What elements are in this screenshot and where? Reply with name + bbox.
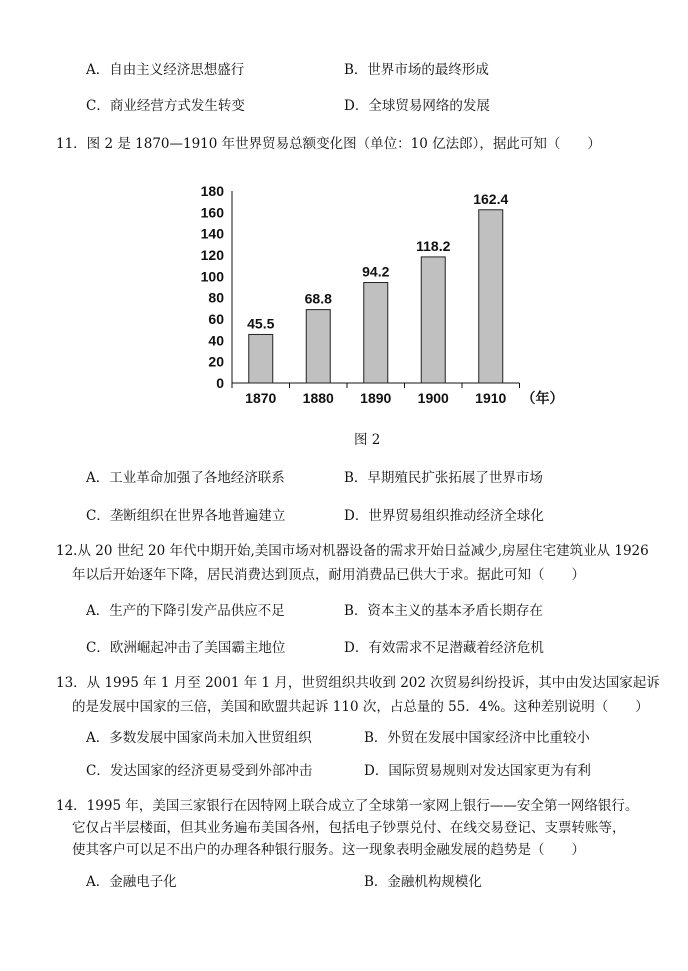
option-letter: A． [86,874,110,890]
y-tick-label: 80 [208,289,224,306]
bar-chart-svg [190,178,564,410]
option-letter: B． [344,603,368,619]
option-letter: D． [364,763,389,779]
q11-option-c [86,506,285,526]
option-text: 垄断组织在世界各地普遍建立 [109,508,286,524]
y-tick-label: 180 [200,183,224,199]
bar-1870 [249,334,273,383]
data-label-1890: 94.2 [362,263,390,280]
data-label-1900: 118.2 [416,237,451,254]
option-text: 多数发展中国家尚未加入世贸组织 [109,730,312,746]
data-label-1870: 45.5 [247,315,275,332]
option-text: 发达国家的经济更易受到外部冲击 [109,763,313,779]
option-letter: D． [344,640,369,656]
y-tick-label: 20 [208,353,224,370]
y-tick-label: 140 [200,225,224,242]
q11-stem: 11．图 2 是 1870—1910 年世界贸易总额变化图（单位：10 亿法郎），据此可知（ ） [56,136,601,152]
q12-option-b [344,601,543,621]
q12-stem-line-1: 12.从 20 世纪 20 年代中期开始,美国市场对机器设备的需求开始日益减少,房屋住宅建筑业从 1926 [56,543,649,559]
q13-option-c [86,761,312,781]
option-text: 世界市场的最终形成 [367,62,489,78]
option-text: 商业经营方式发生转变 [109,98,245,114]
trade-bar-chart [190,178,564,410]
q13-option-b [364,728,590,748]
y-tick-label: 100 [200,268,224,285]
q14-option-b [364,872,482,892]
data-label-1880: 68.8 [304,290,332,307]
q12-stem-line-2: 年以后开始逐年下降，居民消费达到顶点，耐用消费品已供大于求。据此可知（ ） [72,567,585,583]
option-letter: A． [86,603,110,619]
option-text: 欧洲崛起冲击了美国霸主地位 [109,640,286,656]
q12-option-d [344,638,544,658]
bar-1890 [364,283,388,383]
q14-option-a [86,872,177,892]
option-letter: B． [344,62,368,78]
y-tick-label: 160 [200,204,224,221]
q10-option-b [344,60,489,80]
q13-option-d [364,761,591,781]
x-unit-label: （年） [521,390,564,406]
q11-option-a [86,468,285,488]
q11-option-d [344,506,544,526]
q14-stem-line-2: 它仅占半层楼面，但其业务遍布美国各州，包括电子钞票兑付、在线交易登记、支票转账等， [72,820,626,836]
option-letter: B． [364,874,388,890]
bar-1910 [479,210,503,383]
q13-stem-line-2: 的是发展中国家的三倍，美国和欧盟共起诉 110 次，占总量的 55．4%。这种差别说明（ ） [72,699,649,715]
option-letter: C． [86,763,110,779]
x-tick-label-1890: 1890 [360,390,392,406]
option-text: 金融电子化 [109,874,177,890]
option-text: 金融机构规模化 [387,874,482,890]
option-letter: D． [344,98,369,114]
q14-stem-line-3: 使其客户可以足不出户的办理各种银行服务。这一现象表明金融发展的趋势是（ ） [72,842,585,858]
y-tick-label: 120 [200,247,224,263]
x-tick-label-1880: 1880 [302,390,334,406]
option-text: 外贸在发展中国家经济中比重较小 [387,730,590,746]
bar-1880 [306,310,330,383]
x-tick-label-1900: 1900 [417,390,449,406]
x-tick-label-1870: 1870 [245,390,277,406]
q10-option-d [344,96,490,116]
y-tick-label: 40 [208,332,224,349]
q13-option-a [86,728,312,748]
option-text: 自由主义经济思想盛行 [109,62,245,78]
option-text: 全球贸易网络的发展 [368,98,490,114]
option-text: 有效需求不足潜藏着经济危机 [368,640,544,656]
q10-option-a [86,60,244,80]
option-text: 国际贸易规则对发达国家更为有利 [388,763,591,779]
option-text: 生产的下降引发产品供应不足 [109,603,285,619]
option-text: 工业革命加强了各地经济联系 [109,470,285,486]
y-tick-label: 0 [216,375,224,391]
y-tick-label: 60 [208,311,224,327]
option-letter: D． [344,508,369,524]
option-text: 早期殖民扩张拓展了世界市场 [367,470,543,486]
q11-option-b [344,468,543,488]
option-letter: B． [364,730,388,746]
option-letter: A． [86,62,110,78]
q12-option-c [86,638,285,658]
option-letter: A． [86,730,110,746]
q14-stem-line-1: 14．1995 年，美国三家银行在因特网上联合成立了全球第一家网上银行——安全第一网络银行。 [56,798,639,814]
q10-option-c [86,96,245,116]
option-letter: A． [86,470,110,486]
figure-caption: 图 2 [354,432,381,448]
option-letter: B． [344,470,368,486]
data-label-1910: 162.4 [473,190,509,207]
x-tick-label-1910: 1910 [475,390,507,406]
option-letter: C． [86,98,110,114]
option-letter: C． [86,640,110,656]
q12-option-a [86,601,285,621]
option-letter: C． [86,508,110,524]
option-text: 资本主义的基本矛盾长期存在 [367,603,543,619]
option-text: 世界贸易组织推动经济全球化 [368,508,544,524]
bar-1900 [421,257,445,383]
q13-stem-line-1: 13．从 1995 年 1 月至 2001 年 1 月，世贸组织共收到 202 次贸易纠纷投诉，其中由发达国家起诉 [56,675,660,691]
